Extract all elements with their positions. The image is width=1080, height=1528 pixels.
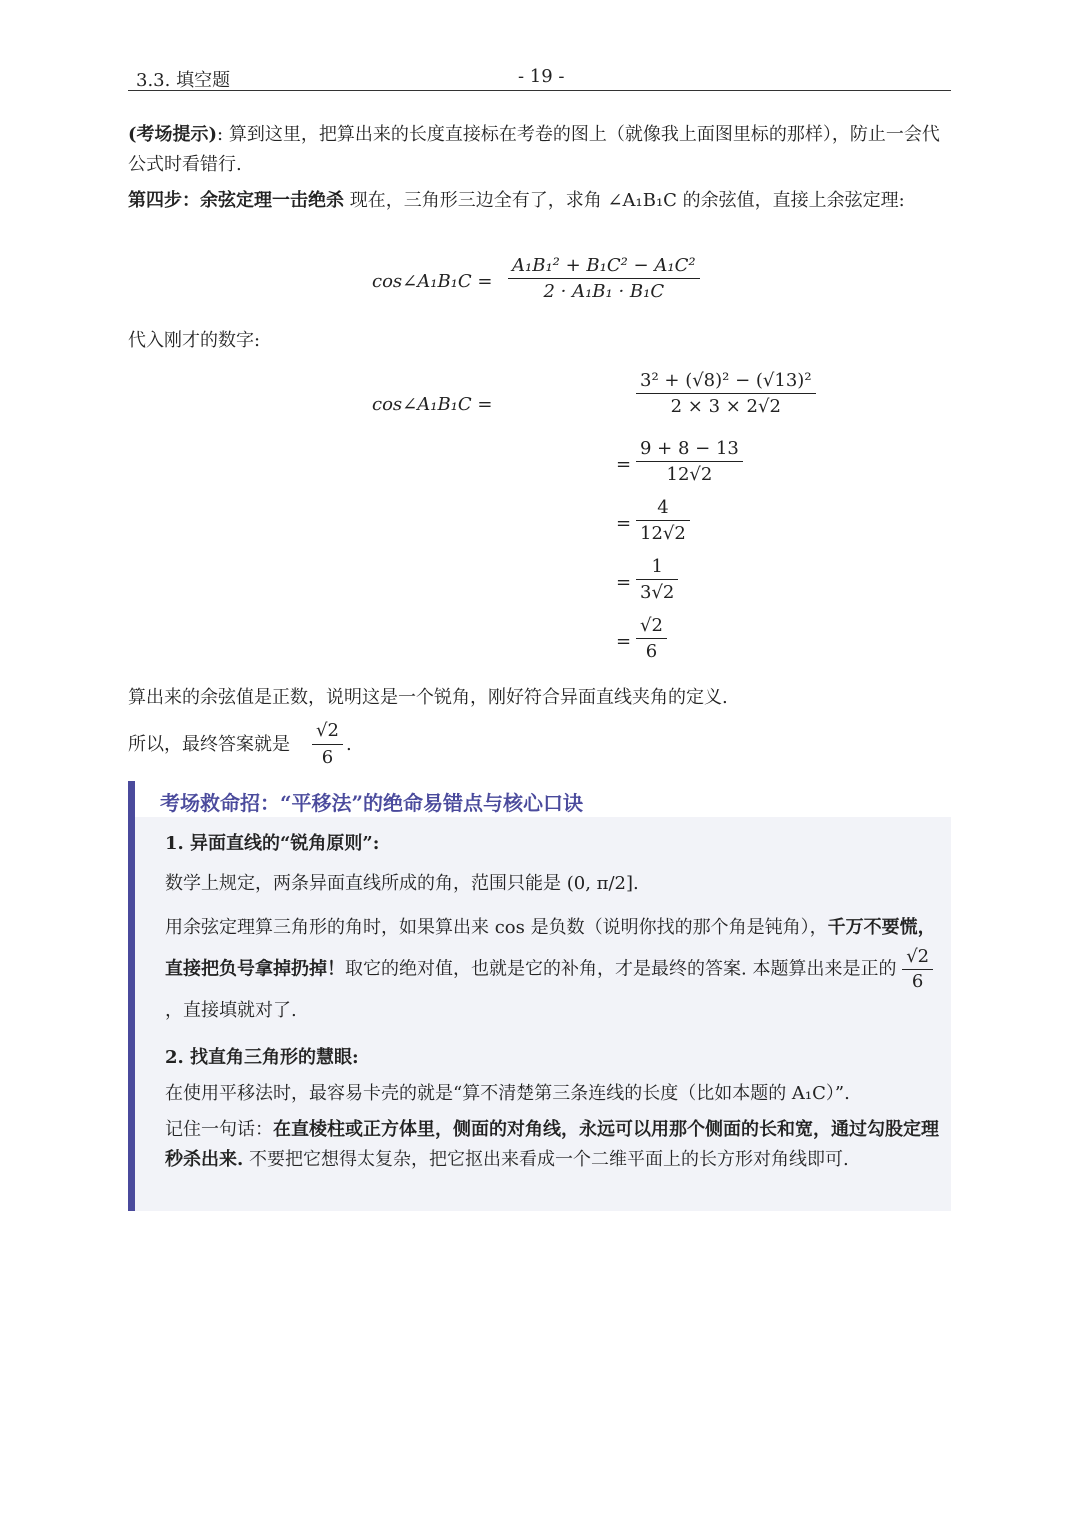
tip-item1-line2d: ，直接填就对了.	[165, 1000, 297, 1021]
tip-item2-line2b: 在直棱柱或正方体里，侧面的对角线，永远可以用那个侧面的长和宽，通过勾股定理秒杀出来.	[165, 1119, 939, 1170]
calc-step-2	[636, 438, 743, 485]
final-answer-period: .	[346, 734, 352, 755]
exam-hint-label: (考场提示)	[128, 124, 218, 145]
calc-step-1-denominator: 2 × 3 × 2√2	[670, 396, 781, 417]
tip-accent-bar	[128, 781, 135, 1211]
calc-step-4-denominator: 3√2	[640, 582, 675, 603]
tip-item1-line1-text: 数学上规定，两条异面直线所成的角，范围只能是	[165, 873, 561, 894]
tip-item2-line1: 在使用平移法时，最容易卡壳的就是“算不清楚第三条连线的长度（比如本题的 A₁C）”.	[165, 1083, 850, 1104]
tip-item1-line2	[165, 909, 945, 1030]
cosine-calculation	[372, 370, 972, 670]
tip-item1-heading-text: 1. 异面直线的“锐角原则”:	[165, 833, 380, 854]
page-header	[128, 62, 951, 91]
calc-step-3-denominator: 12√2	[640, 523, 686, 544]
exam-tip-box	[128, 781, 951, 1211]
law-of-cosines-formula	[372, 255, 972, 315]
tip-title: 考场救命招：“平移法”的绝命易错点与核心口诀	[160, 791, 584, 815]
tip-item1-range: (0, π/2].	[566, 873, 639, 894]
calc-step-3-eq: =	[616, 513, 632, 534]
final-answer-paragraph	[128, 720, 951, 770]
exam-hint-paragraph	[128, 120, 951, 180]
section-title: 3.3. 填空题	[136, 70, 231, 91]
tip-item1-fraction-denominator: 6	[911, 971, 924, 992]
substitute-paragraph: 代入刚才的数字:	[128, 330, 261, 351]
formula-denominator: 2 · A₁B₁ · B₁C	[543, 281, 665, 302]
tip-item2-line2	[165, 1115, 945, 1175]
calc-step-4	[636, 556, 678, 603]
calc-step-5	[636, 615, 667, 662]
tip-item1-line2c: 取它的绝对值，也就是它的补角，才是最终的答案. 本题算出来是正的	[345, 958, 897, 980]
tip-item1-line2a: 用余弦定理算三角形的角时，如果算出来 cos 是负数（说明你找的那个角是钝角），	[165, 917, 828, 938]
tip-item1-fraction-numerator: √2	[902, 947, 933, 970]
final-answer-fraction	[312, 720, 343, 769]
formula-numerator: A₁B₁² + B₁C² − A₁C²	[508, 255, 700, 279]
final-answer-numerator: √2	[312, 720, 343, 745]
calc-step-2-denominator: 12√2	[666, 464, 713, 485]
calc-step-5-denominator: 6	[645, 641, 658, 662]
calc-step-5-eq: =	[616, 631, 632, 652]
final-answer-denominator: 6	[321, 747, 334, 768]
tip-item2-heading	[165, 1043, 945, 1073]
tip-item2-line2a: 记住一句话：	[165, 1119, 273, 1140]
calc-step-4-eq: =	[616, 572, 632, 593]
calc-step-5-numerator: √2	[636, 615, 667, 639]
tip-item1-line1	[165, 869, 945, 899]
tip-body	[135, 817, 951, 1211]
tip-item2-line2c: 不要把它想得太复杂，把它抠出来看成一个二维平面上的长方形对角线即可.	[243, 1149, 849, 1170]
tip-item1-line2b: 千万不要慌，直接把负号拿掉扔掉！	[165, 917, 936, 980]
tip-item1-fraction	[902, 947, 933, 992]
calc-lhs: cos∠A₁B₁C =	[372, 394, 493, 415]
calc-step-1	[636, 370, 816, 417]
positive-cosine-paragraph: 算出来的余弦值是正数，说明这是一个锐角，刚好符合异面直线夹角的定义.	[128, 687, 728, 708]
calc-step-2-numerator: 9 + 8 − 13	[636, 438, 743, 462]
calc-step-2-eq: =	[616, 454, 632, 475]
calc-step-4-numerator: 1	[636, 556, 678, 580]
step-four-text: 现在，三角形三边全有了，求角 ∠A₁B₁C 的余弦值，直接上余弦定理:	[344, 190, 905, 211]
step-four-label: 第四步：余弦定理一击绝杀	[128, 190, 344, 211]
exam-hint-text: : 算到这里，把算出来的长度直接标在考卷的图上（就像我上面图里标的那样），防止一会代公式时看错行.	[128, 124, 940, 175]
step-four-paragraph	[128, 186, 951, 216]
calc-step-1-numerator: 3² + (√8)² − (√13)²	[636, 370, 816, 394]
page-number: - 19 -	[518, 66, 565, 87]
calc-step-3-numerator: 4	[636, 497, 690, 521]
tip-item2-heading-text: 2. 找直角三角形的慧眼:	[165, 1047, 359, 1068]
calc-step-3	[636, 497, 690, 544]
formula-lhs: cos∠A₁B₁C =	[372, 271, 493, 292]
formula-fraction	[508, 255, 700, 302]
final-answer-text: 所以，最终答案就是	[128, 734, 290, 755]
tip-item1-heading	[165, 829, 945, 859]
